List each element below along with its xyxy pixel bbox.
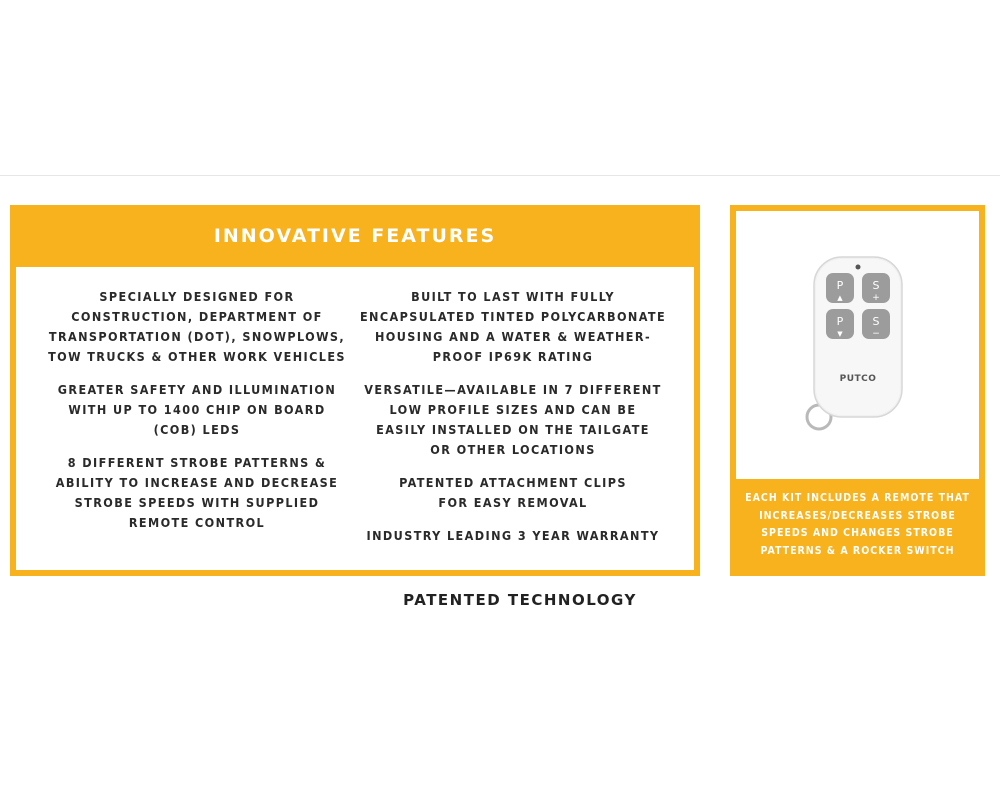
feature-item: SPECIALLY DESIGNED FOR CONSTRUCTION, DEPARTMENT OF TRANSPORTATION (DOT), SNOWPLOWS, TOW TRUCKS & OTHER WORK VEHICLES bbox=[48, 289, 346, 364]
button-label: P bbox=[836, 315, 844, 328]
button-label: S bbox=[872, 315, 880, 328]
remote-caption: EACH KIT INCLUDES A REMOTE THAT INCREASES/DECREASES STROBE SPEEDS AND CHANGES STROBE PATTERNS & A ROCKER SWITCH bbox=[745, 492, 970, 557]
button-label: S bbox=[872, 279, 880, 292]
led-icon bbox=[856, 265, 861, 270]
button-symbol: + bbox=[872, 293, 880, 303]
patented-technology-label: PATENTED TECHNOLOGY bbox=[403, 591, 637, 609]
button-symbol: ▼ bbox=[837, 330, 843, 338]
feature-item: VERSATILE—AVAILABLE IN 7 DIFFERENT LOW PROFILE SIZES AND CAN BE EASILY INSTALLED ON THE TAILGATE OR OTHER LOCATIONS bbox=[364, 382, 662, 457]
feature-item: BUILT TO LAST WITH FULLY ENCAPSULATED TINTED POLYCARBONATE HOUSING AND A WATER & WEATHER- PROOF IP69K RATING bbox=[359, 289, 667, 364]
feature-item: GREATER SAFETY AND ILLUMINATION WITH UP TO 1400 CHIP ON BOARD (COB) LEDS bbox=[57, 382, 337, 437]
button-label: P bbox=[836, 279, 844, 292]
feature-item: 8 DIFFERENT STROBE PATTERNS & ABILITY TO INCREASE AND DECREASE STROBE SPEEDS WITH SUPPLIED REMOTE CONTROL bbox=[55, 455, 339, 530]
button-symbol: ▲ bbox=[837, 294, 843, 302]
remote-image bbox=[736, 211, 979, 479]
remote-control-illustration bbox=[736, 211, 979, 479]
features-title: INNOVATIVE FEATURES bbox=[213, 225, 497, 247]
features-body bbox=[16, 267, 694, 570]
feature-item: PATENTED ATTACHMENT CLIPS FOR EASY REMOVAL bbox=[399, 475, 627, 510]
brand-logo-text: PUTCO bbox=[839, 374, 877, 384]
button-symbol: − bbox=[872, 329, 880, 339]
features-right-column bbox=[348, 287, 678, 559]
feature-item: INDUSTRY LEADING 3 YEAR WARRANTY bbox=[366, 528, 660, 543]
innovative-features-panel bbox=[10, 205, 700, 576]
top-divider bbox=[0, 175, 1000, 176]
remote-panel bbox=[730, 205, 985, 576]
features-left-column bbox=[32, 287, 362, 546]
